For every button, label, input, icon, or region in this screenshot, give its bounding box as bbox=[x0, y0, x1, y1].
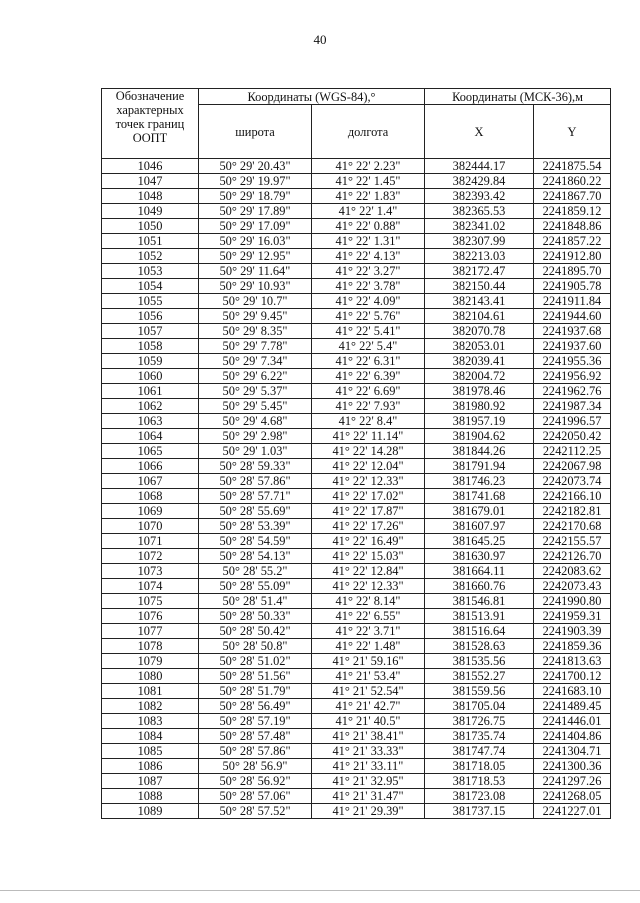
latitude-cell: 50° 29' 17.09" bbox=[199, 219, 312, 234]
y-cell: 2241937.60 bbox=[534, 339, 611, 354]
latitude-cell: 50° 28' 57.52" bbox=[199, 804, 312, 819]
x-cell: 381630.97 bbox=[425, 549, 534, 564]
y-cell: 2241813.63 bbox=[534, 654, 611, 669]
longitude-cell: 41° 22' 7.93" bbox=[312, 399, 425, 414]
x-cell: 381718.05 bbox=[425, 759, 534, 774]
x-cell: 381978.46 bbox=[425, 384, 534, 399]
table-row bbox=[102, 204, 611, 219]
y-cell: 2241268.05 bbox=[534, 789, 611, 804]
point-id-cell: 1072 bbox=[102, 549, 199, 564]
x-cell: 381528.63 bbox=[425, 639, 534, 654]
latitude-cell: 50° 28' 50.33" bbox=[199, 609, 312, 624]
table-row bbox=[102, 564, 611, 579]
table-row bbox=[102, 729, 611, 744]
point-id-cell: 1084 bbox=[102, 729, 199, 744]
latitude-cell: 50° 28' 57.71" bbox=[199, 489, 312, 504]
table-row bbox=[102, 324, 611, 339]
point-id-cell: 1054 bbox=[102, 279, 199, 294]
point-id-cell: 1053 bbox=[102, 264, 199, 279]
table-row bbox=[102, 639, 611, 654]
latitude-cell: 50° 28' 51.79" bbox=[199, 684, 312, 699]
page-number: 40 bbox=[313, 32, 327, 47]
x-cell: 382393.42 bbox=[425, 189, 534, 204]
x-cell: 381723.08 bbox=[425, 789, 534, 804]
longitude-cell: 41° 22' 4.13" bbox=[312, 249, 425, 264]
table-row bbox=[102, 624, 611, 639]
y-cell: 2241987.34 bbox=[534, 399, 611, 414]
longitude-cell: 41° 22' 8.14" bbox=[312, 594, 425, 609]
latitude-cell: 50° 28' 56.49" bbox=[199, 699, 312, 714]
x-cell: 381645.25 bbox=[425, 534, 534, 549]
table-row bbox=[102, 399, 611, 414]
longitude-cell: 41° 22' 3.78" bbox=[312, 279, 425, 294]
coordinates-table bbox=[101, 88, 611, 819]
y-cell: 2241990.80 bbox=[534, 594, 611, 609]
point-id-cell: 1067 bbox=[102, 474, 199, 489]
x-cell: 382341.02 bbox=[425, 219, 534, 234]
x-cell: 381980.92 bbox=[425, 399, 534, 414]
latitude-cell: 50° 29' 8.35" bbox=[199, 324, 312, 339]
longitude-cell: 41° 22' 12.84" bbox=[312, 564, 425, 579]
y-cell: 2241304.71 bbox=[534, 744, 611, 759]
latitude-cell: 50° 29' 17.89" bbox=[199, 204, 312, 219]
point-id-cell: 1083 bbox=[102, 714, 199, 729]
longitude-cell: 41° 21' 32.95" bbox=[312, 774, 425, 789]
y-cell: 2241875.54 bbox=[534, 159, 611, 174]
y-cell: 2241912.80 bbox=[534, 249, 611, 264]
latitude-cell: 50° 28' 54.59" bbox=[199, 534, 312, 549]
latitude-cell: 50° 28' 51.4" bbox=[199, 594, 312, 609]
y-cell: 2241297.26 bbox=[534, 774, 611, 789]
point-id-cell: 1058 bbox=[102, 339, 199, 354]
point-id-cell: 1080 bbox=[102, 669, 199, 684]
latitude-cell: 50° 28' 50.42" bbox=[199, 624, 312, 639]
longitude-cell: 41° 22' 14.28" bbox=[312, 444, 425, 459]
y-cell: 2242182.81 bbox=[534, 504, 611, 519]
table-row bbox=[102, 189, 611, 204]
longitude-cell: 41° 22' 1.45" bbox=[312, 174, 425, 189]
longitude-cell: 41° 21' 40.5" bbox=[312, 714, 425, 729]
longitude-cell: 41° 22' 1.31" bbox=[312, 234, 425, 249]
y-cell: 2242166.10 bbox=[534, 489, 611, 504]
y-cell: 2241300.36 bbox=[534, 759, 611, 774]
longitude-cell: 41° 22' 11.14" bbox=[312, 429, 425, 444]
y-cell: 2242073.43 bbox=[534, 579, 611, 594]
latitude-cell: 50° 29' 2.98" bbox=[199, 429, 312, 444]
point-id-cell: 1065 bbox=[102, 444, 199, 459]
point-id-cell: 1088 bbox=[102, 789, 199, 804]
longitude-cell: 41° 22' 6.31" bbox=[312, 354, 425, 369]
y-cell: 2242050.42 bbox=[534, 429, 611, 444]
point-id-cell: 1086 bbox=[102, 759, 199, 774]
y-cell: 2241955.36 bbox=[534, 354, 611, 369]
point-id-cell: 1085 bbox=[102, 744, 199, 759]
x-cell: 381552.27 bbox=[425, 669, 534, 684]
y-cell: 2241867.70 bbox=[534, 189, 611, 204]
table-row bbox=[102, 219, 611, 234]
table-row bbox=[102, 294, 611, 309]
longitude-cell: 41° 22' 12.33" bbox=[312, 474, 425, 489]
table-row bbox=[102, 744, 611, 759]
x-cell: 381664.11 bbox=[425, 564, 534, 579]
longitude-cell: 41° 22' 4.09" bbox=[312, 294, 425, 309]
longitude-cell: 41° 22' 12.04" bbox=[312, 459, 425, 474]
x-cell: 382070.78 bbox=[425, 324, 534, 339]
point-id-cell: 1089 bbox=[102, 804, 199, 819]
latitude-cell: 50° 29' 6.22" bbox=[199, 369, 312, 384]
point-id-cell: 1078 bbox=[102, 639, 199, 654]
table-row bbox=[102, 474, 611, 489]
longitude-cell: 41° 21' 31.47" bbox=[312, 789, 425, 804]
point-id-cell: 1064 bbox=[102, 429, 199, 444]
table-row bbox=[102, 174, 611, 189]
point-id-cell: 1077 bbox=[102, 624, 199, 639]
latitude-cell: 50° 29' 5.37" bbox=[199, 384, 312, 399]
x-cell: 381726.75 bbox=[425, 714, 534, 729]
x-header: X bbox=[425, 105, 534, 159]
latitude-cell: 50° 29' 19.97" bbox=[199, 174, 312, 189]
y-cell: 2242083.62 bbox=[534, 564, 611, 579]
x-cell: 381705.04 bbox=[425, 699, 534, 714]
x-cell: 381737.15 bbox=[425, 804, 534, 819]
y-cell: 2241959.31 bbox=[534, 609, 611, 624]
x-cell: 382365.53 bbox=[425, 204, 534, 219]
longitude-cell: 41° 22' 0.88" bbox=[312, 219, 425, 234]
table-row bbox=[102, 504, 611, 519]
x-cell: 381957.19 bbox=[425, 414, 534, 429]
latitude-cell: 50° 28' 57.06" bbox=[199, 789, 312, 804]
point-id-cell: 1066 bbox=[102, 459, 199, 474]
latitude-cell: 50° 28' 56.9" bbox=[199, 759, 312, 774]
x-cell: 382004.72 bbox=[425, 369, 534, 384]
point-id-cell: 1051 bbox=[102, 234, 199, 249]
y-cell: 2241895.70 bbox=[534, 264, 611, 279]
x-cell: 382429.84 bbox=[425, 174, 534, 189]
table-row bbox=[102, 684, 611, 699]
latitude-cell: 50° 28' 50.8" bbox=[199, 639, 312, 654]
longitude-cell: 41° 22' 1.4" bbox=[312, 204, 425, 219]
point-id-cell: 1059 bbox=[102, 354, 199, 369]
table-row bbox=[102, 549, 611, 564]
y-cell: 2242126.70 bbox=[534, 549, 611, 564]
longitude-cell: 41° 22' 8.4" bbox=[312, 414, 425, 429]
x-cell: 381791.94 bbox=[425, 459, 534, 474]
y-cell: 2241446.01 bbox=[534, 714, 611, 729]
longitude-cell: 41° 21' 53.4" bbox=[312, 669, 425, 684]
header-row-group bbox=[102, 89, 611, 105]
latitude-cell: 50° 29' 20.43" bbox=[199, 159, 312, 174]
x-cell: 382172.47 bbox=[425, 264, 534, 279]
point-id-cell: 1079 bbox=[102, 654, 199, 669]
point-id-cell: 1046 bbox=[102, 159, 199, 174]
table-row bbox=[102, 264, 611, 279]
longitude-cell: 41° 21' 29.39" bbox=[312, 804, 425, 819]
point-id-cell: 1076 bbox=[102, 609, 199, 624]
x-cell: 381747.74 bbox=[425, 744, 534, 759]
longitude-cell: 41° 22' 12.33" bbox=[312, 579, 425, 594]
table-row bbox=[102, 459, 611, 474]
y-cell: 2242170.68 bbox=[534, 519, 611, 534]
y-cell: 2241905.78 bbox=[534, 279, 611, 294]
y-cell: 2241937.68 bbox=[534, 324, 611, 339]
latitude-cell: 50° 28' 55.69" bbox=[199, 504, 312, 519]
table-row bbox=[102, 714, 611, 729]
y-cell: 2241859.12 bbox=[534, 204, 611, 219]
y-header: Y bbox=[534, 105, 611, 159]
longitude-cell: 41° 22' 17.26" bbox=[312, 519, 425, 534]
y-cell: 2241404.86 bbox=[534, 729, 611, 744]
y-cell: 2241860.22 bbox=[534, 174, 611, 189]
point-id-cell: 1069 bbox=[102, 504, 199, 519]
longitude-cell: 41° 22' 6.69" bbox=[312, 384, 425, 399]
latitude-cell: 50° 29' 16.03" bbox=[199, 234, 312, 249]
x-cell: 382307.99 bbox=[425, 234, 534, 249]
point-id-cell: 1061 bbox=[102, 384, 199, 399]
latitude-cell: 50° 29' 7.34" bbox=[199, 354, 312, 369]
table-row bbox=[102, 699, 611, 714]
table-row bbox=[102, 369, 611, 384]
x-cell: 381904.62 bbox=[425, 429, 534, 444]
table-row bbox=[102, 429, 611, 444]
table-row bbox=[102, 489, 611, 504]
x-cell: 381535.56 bbox=[425, 654, 534, 669]
longitude-cell: 41° 22' 3.27" bbox=[312, 264, 425, 279]
longitude-cell: 41° 21' 38.41" bbox=[312, 729, 425, 744]
x-cell: 381559.56 bbox=[425, 684, 534, 699]
longitude-cell: 41° 21' 33.33" bbox=[312, 744, 425, 759]
point-id-cell: 1074 bbox=[102, 579, 199, 594]
point-id-cell: 1050 bbox=[102, 219, 199, 234]
x-cell: 381735.74 bbox=[425, 729, 534, 744]
longitude-cell: 41° 22' 5.41" bbox=[312, 324, 425, 339]
x-cell: 382143.41 bbox=[425, 294, 534, 309]
table-row bbox=[102, 279, 611, 294]
longitude-cell: 41° 22' 2.23" bbox=[312, 159, 425, 174]
x-cell: 381718.53 bbox=[425, 774, 534, 789]
latitude-cell: 50° 28' 57.19" bbox=[199, 714, 312, 729]
point-id-cell: 1087 bbox=[102, 774, 199, 789]
table-row bbox=[102, 774, 611, 789]
table-row bbox=[102, 249, 611, 264]
latitude-cell: 50° 28' 57.48" bbox=[199, 729, 312, 744]
x-cell: 382039.41 bbox=[425, 354, 534, 369]
longitude-cell: 41° 22' 15.03" bbox=[312, 549, 425, 564]
x-cell: 381741.68 bbox=[425, 489, 534, 504]
y-cell: 2242067.98 bbox=[534, 459, 611, 474]
table-row bbox=[102, 159, 611, 174]
x-cell: 382444.17 bbox=[425, 159, 534, 174]
table-row bbox=[102, 804, 611, 819]
y-cell: 2241859.36 bbox=[534, 639, 611, 654]
y-cell: 2241700.12 bbox=[534, 669, 611, 684]
latitude-cell: 50° 28' 53.39" bbox=[199, 519, 312, 534]
x-cell: 381607.97 bbox=[425, 519, 534, 534]
point-id-cell: 1048 bbox=[102, 189, 199, 204]
point-id-cell: 1063 bbox=[102, 414, 199, 429]
latitude-cell: 50° 29' 10.7" bbox=[199, 294, 312, 309]
point-id-cell: 1075 bbox=[102, 594, 199, 609]
point-id-cell: 1071 bbox=[102, 534, 199, 549]
point-id-cell: 1062 bbox=[102, 399, 199, 414]
x-cell: 381746.23 bbox=[425, 474, 534, 489]
longitude-cell: 41° 22' 17.87" bbox=[312, 504, 425, 519]
point-id-cell: 1073 bbox=[102, 564, 199, 579]
latitude-cell: 50° 29' 4.68" bbox=[199, 414, 312, 429]
x-cell: 382104.61 bbox=[425, 309, 534, 324]
y-cell: 2242112.25 bbox=[534, 444, 611, 459]
y-cell: 2241227.01 bbox=[534, 804, 611, 819]
x-cell: 382213.03 bbox=[425, 249, 534, 264]
latitude-cell: 50° 28' 57.86" bbox=[199, 744, 312, 759]
point-id-cell: 1055 bbox=[102, 294, 199, 309]
point-id-cell: 1057 bbox=[102, 324, 199, 339]
wgs84-header: Координаты (WGS-84),° bbox=[199, 89, 425, 105]
latitude-cell: 50° 28' 54.13" bbox=[199, 549, 312, 564]
y-cell: 2241857.22 bbox=[534, 234, 611, 249]
table-row bbox=[102, 654, 611, 669]
y-cell: 2241956.92 bbox=[534, 369, 611, 384]
longitude-cell: 41° 21' 33.11" bbox=[312, 759, 425, 774]
latitude-cell: 50° 29' 1.03" bbox=[199, 444, 312, 459]
latitude-cell: 50° 29' 18.79" bbox=[199, 189, 312, 204]
y-cell: 2241944.60 bbox=[534, 309, 611, 324]
longitude-cell: 41° 22' 6.55" bbox=[312, 609, 425, 624]
x-cell: 382053.01 bbox=[425, 339, 534, 354]
y-cell: 2241962.76 bbox=[534, 384, 611, 399]
longitude-cell: 41° 22' 16.49" bbox=[312, 534, 425, 549]
x-cell: 381679.01 bbox=[425, 504, 534, 519]
table-row bbox=[102, 309, 611, 324]
y-cell: 2242155.57 bbox=[534, 534, 611, 549]
x-cell: 381516.64 bbox=[425, 624, 534, 639]
x-cell: 381660.76 bbox=[425, 579, 534, 594]
latitude-cell: 50° 29' 7.78" bbox=[199, 339, 312, 354]
point-id-cell: 1056 bbox=[102, 309, 199, 324]
latitude-header: широта bbox=[199, 105, 312, 159]
longitude-cell: 41° 22' 3.71" bbox=[312, 624, 425, 639]
table-row bbox=[102, 579, 611, 594]
point-id-cell: 1047 bbox=[102, 174, 199, 189]
y-cell: 2241489.45 bbox=[534, 699, 611, 714]
latitude-cell: 50° 28' 55.09" bbox=[199, 579, 312, 594]
longitude-cell: 41° 22' 6.39" bbox=[312, 369, 425, 384]
latitude-cell: 50° 29' 5.45" bbox=[199, 399, 312, 414]
longitude-cell: 41° 21' 42.7" bbox=[312, 699, 425, 714]
table-row bbox=[102, 609, 611, 624]
y-cell: 2242073.74 bbox=[534, 474, 611, 489]
table-row bbox=[102, 234, 611, 249]
table-row bbox=[102, 789, 611, 804]
longitude-cell: 41° 22' 1.48" bbox=[312, 639, 425, 654]
point-id-cell: 1081 bbox=[102, 684, 199, 699]
table-row bbox=[102, 384, 611, 399]
point-id-cell: 1060 bbox=[102, 369, 199, 384]
y-cell: 2241911.84 bbox=[534, 294, 611, 309]
point-id-cell: 1052 bbox=[102, 249, 199, 264]
point-id-cell: 1082 bbox=[102, 699, 199, 714]
y-cell: 2241903.39 bbox=[534, 624, 611, 639]
point-id-cell: 1068 bbox=[102, 489, 199, 504]
longitude-header: долгота bbox=[312, 105, 425, 159]
latitude-cell: 50° 28' 51.02" bbox=[199, 654, 312, 669]
latitude-cell: 50° 28' 57.86" bbox=[199, 474, 312, 489]
x-cell: 381844.26 bbox=[425, 444, 534, 459]
latitude-cell: 50° 29' 11.64" bbox=[199, 264, 312, 279]
y-cell: 2241848.86 bbox=[534, 219, 611, 234]
table-body bbox=[102, 159, 611, 819]
longitude-cell: 41° 21' 52.54" bbox=[312, 684, 425, 699]
longitude-cell: 41° 22' 17.02" bbox=[312, 489, 425, 504]
longitude-cell: 41° 22' 5.76" bbox=[312, 309, 425, 324]
x-cell: 381546.81 bbox=[425, 594, 534, 609]
table-row bbox=[102, 759, 611, 774]
x-cell: 382150.44 bbox=[425, 279, 534, 294]
bottom-divider bbox=[0, 890, 640, 891]
longitude-cell: 41° 22' 1.83" bbox=[312, 189, 425, 204]
point-id-cell: 1049 bbox=[102, 204, 199, 219]
latitude-cell: 50° 28' 55.2" bbox=[199, 564, 312, 579]
table-row bbox=[102, 594, 611, 609]
latitude-cell: 50° 29' 9.45" bbox=[199, 309, 312, 324]
latitude-cell: 50° 28' 51.56" bbox=[199, 669, 312, 684]
longitude-cell: 41° 21' 59.16" bbox=[312, 654, 425, 669]
latitude-cell: 50° 28' 59.33" bbox=[199, 459, 312, 474]
latitude-cell: 50° 29' 12.95" bbox=[199, 249, 312, 264]
x-cell: 381513.91 bbox=[425, 609, 534, 624]
y-cell: 2241996.57 bbox=[534, 414, 611, 429]
table-row bbox=[102, 534, 611, 549]
point-designation-header: Обозначение характерных точек границ ООПТ bbox=[102, 89, 199, 159]
table-row bbox=[102, 444, 611, 459]
table-row bbox=[102, 339, 611, 354]
table-row bbox=[102, 354, 611, 369]
table-row bbox=[102, 414, 611, 429]
table-row bbox=[102, 669, 611, 684]
latitude-cell: 50° 28' 56.92" bbox=[199, 774, 312, 789]
point-id-cell: 1070 bbox=[102, 519, 199, 534]
msk36-header: Координаты (МСК-36),м bbox=[425, 89, 611, 105]
y-cell: 2241683.10 bbox=[534, 684, 611, 699]
table-row bbox=[102, 519, 611, 534]
longitude-cell: 41° 22' 5.4" bbox=[312, 339, 425, 354]
latitude-cell: 50° 29' 10.93" bbox=[199, 279, 312, 294]
